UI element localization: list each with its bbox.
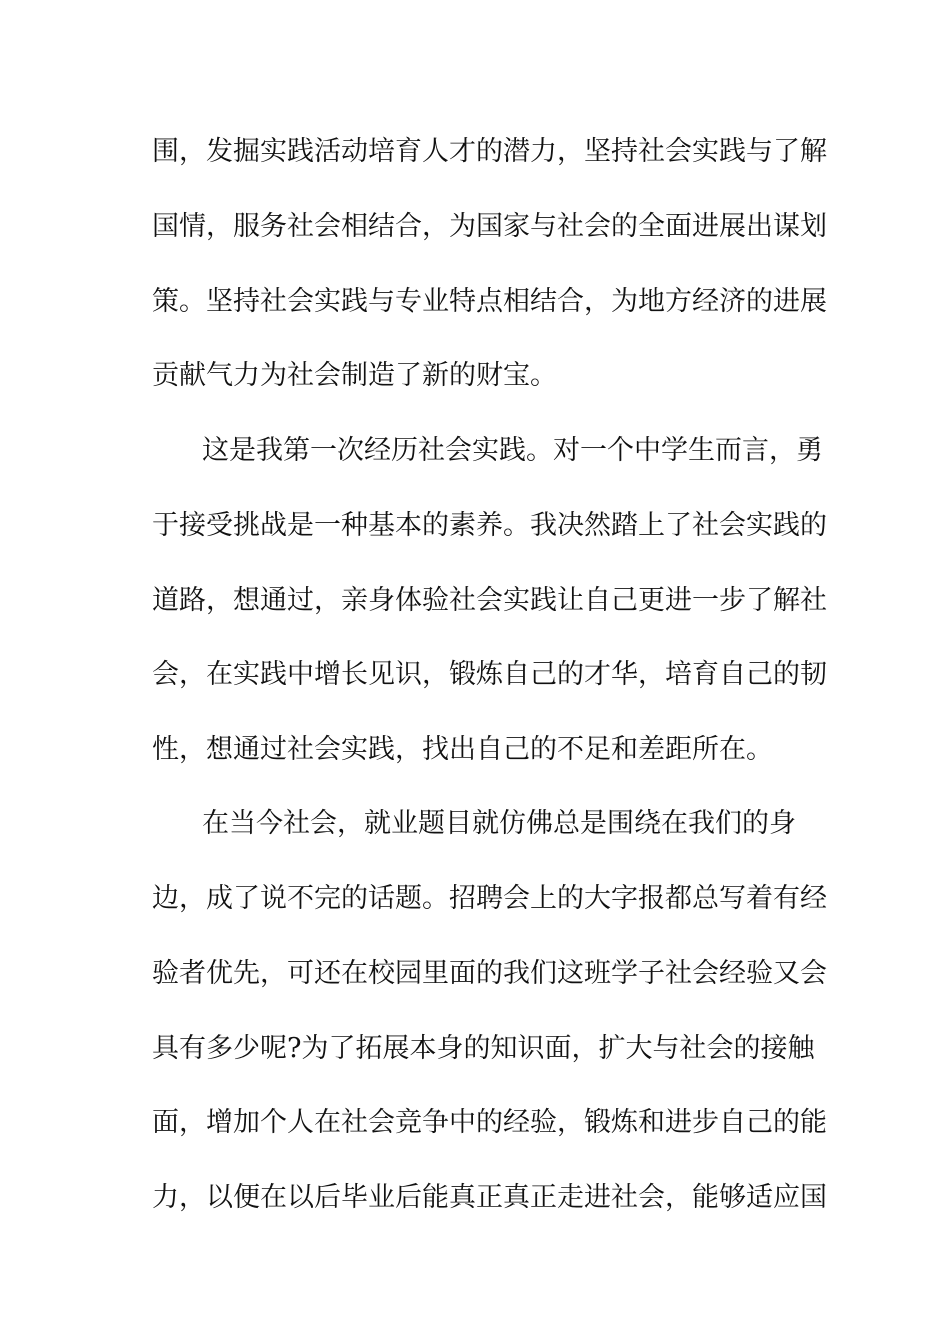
text-line: 验者优先，可还在校园里面的我们这班学子社会经验又会 (152, 958, 827, 989)
text-line: 道路，想通过，亲身体验社会实践让自己更进一步了解社 (152, 585, 827, 616)
text-line: 围，发掘实践活动培育人才的潜力，坚持社会实践与了解 (152, 136, 827, 167)
text-line: 面，增加个人在社会竞争中的经验，锻炼和进步自己的能 (152, 1107, 827, 1138)
text-line: 这是我第一次经历社会实践。对一个中学生而言，勇 (202, 435, 823, 466)
text-line: 在当今社会，就业题目就仿佛总是围绕在我们的身 (202, 808, 796, 839)
text-line: 贡献气力为社会制造了新的财宝。 (152, 360, 557, 391)
text-line: 力，以便在以后毕业后能真正真正走进社会，能够适应国 (152, 1182, 827, 1213)
text-line: 性，想通过社会实践，找出自己的不足和差距所在。 (152, 734, 773, 765)
text-line: 策。坚持社会实践与专业特点相结合，为地方经济的进展 (152, 286, 827, 317)
text-line: 具有多少呢?为了拓展本身的知识面，扩大与社会的接触 (152, 1033, 815, 1064)
text-line: 会，在实践中增长见识，锻炼自己的才华，培育自己的韧 (152, 659, 827, 690)
text-line: 国情，服务社会相结合，为国家与社会的全面进展出谋划 (152, 211, 827, 242)
text-line: 边，成了说不完的话题。招聘会上的大字报都总写着有经 (152, 883, 827, 914)
text-line: 于接受挑战是一种基本的素养。我决然踏上了社会实践的 (152, 510, 827, 541)
